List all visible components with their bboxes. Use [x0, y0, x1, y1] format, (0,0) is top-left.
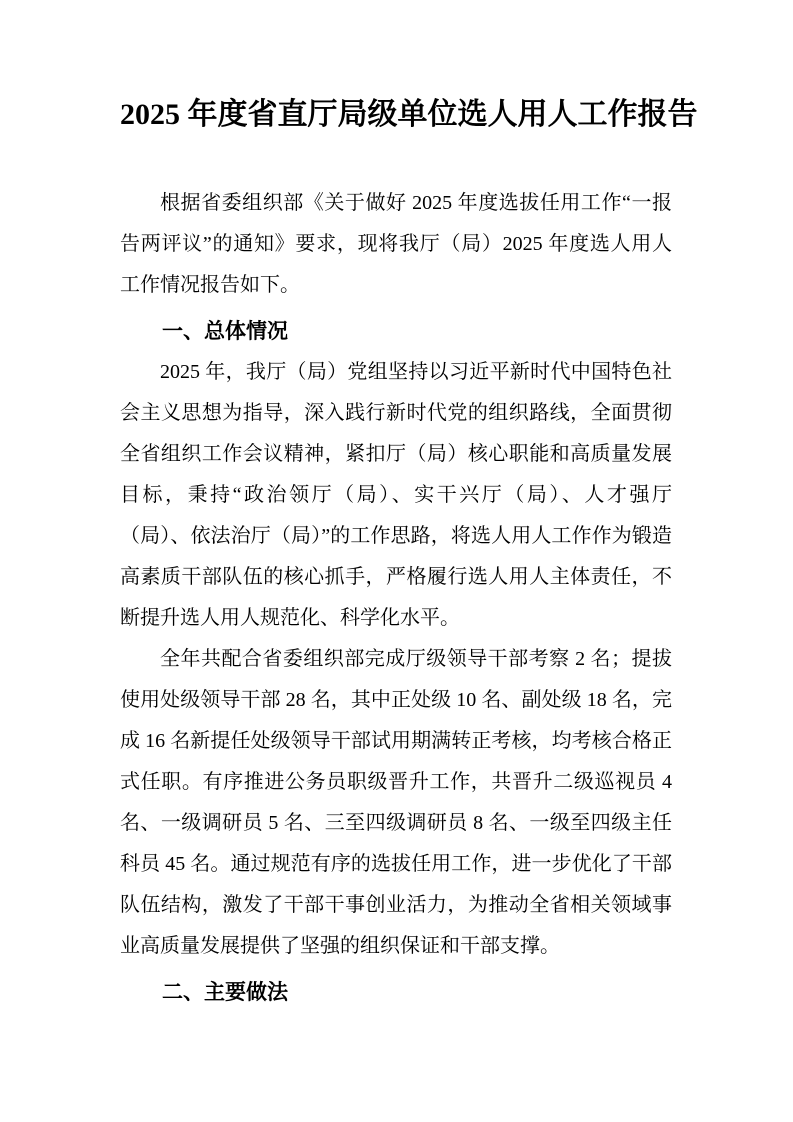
section-heading-overview: 一、总体情况 — [162, 320, 288, 343]
document-title: 2025 年度省直厅局级单位选人用人工作报告 — [120, 98, 698, 131]
statistics-paragraph: 全年共配合省委组织部完成厅级领导干部考察 2 名；提拔使用处级领导干部 28 名，其中正处级 10 名、副处级 18 名，完成 16 名新提任处级领导干部试用期满转正考核，均考核合格正式任职。有序推进公务员职级晋升工作，共晋升二级巡视员 4 名、一级调研员 5 名、三至四级调研员 8 名、一级至四级主任科员 45 名。通过规范有序的选拔任用工作，进一步优化了干部队伍结构，激发了干部干事创业活力，为推动全省相关领域事业高质量发展提供了坚强的组织保证和干部支撑。 — [120, 648, 672, 957]
intro-paragraph: 根据省委组织部《关于做好 2025 年度选拔任用工作“一报告两评议”的通知》要求，现将我厅（局）2025 年度选人用人工作情况报告如下。 — [120, 192, 672, 296]
section-heading-main-practices: 二、主要做法 — [162, 981, 288, 1004]
overview-paragraph: 2025 年，我厅（局）党组坚持以习近平新时代中国特色社会主义思想为指导，深入践行新时代党的组织路线，全面贯彻全省组织工作会议精神，紧扣厅（局）核心职能和高质量发展目标，秉持“政治领厅（局）、实干兴厅（局）、人才强厅（局）、依法治厅（局）”的工作思路，将选人用人工作作为锻造高素质干部队伍的核心抓手，严格履行选人用人主体责任，不断提升选人用人规范化、科学化水平。 — [120, 361, 672, 629]
